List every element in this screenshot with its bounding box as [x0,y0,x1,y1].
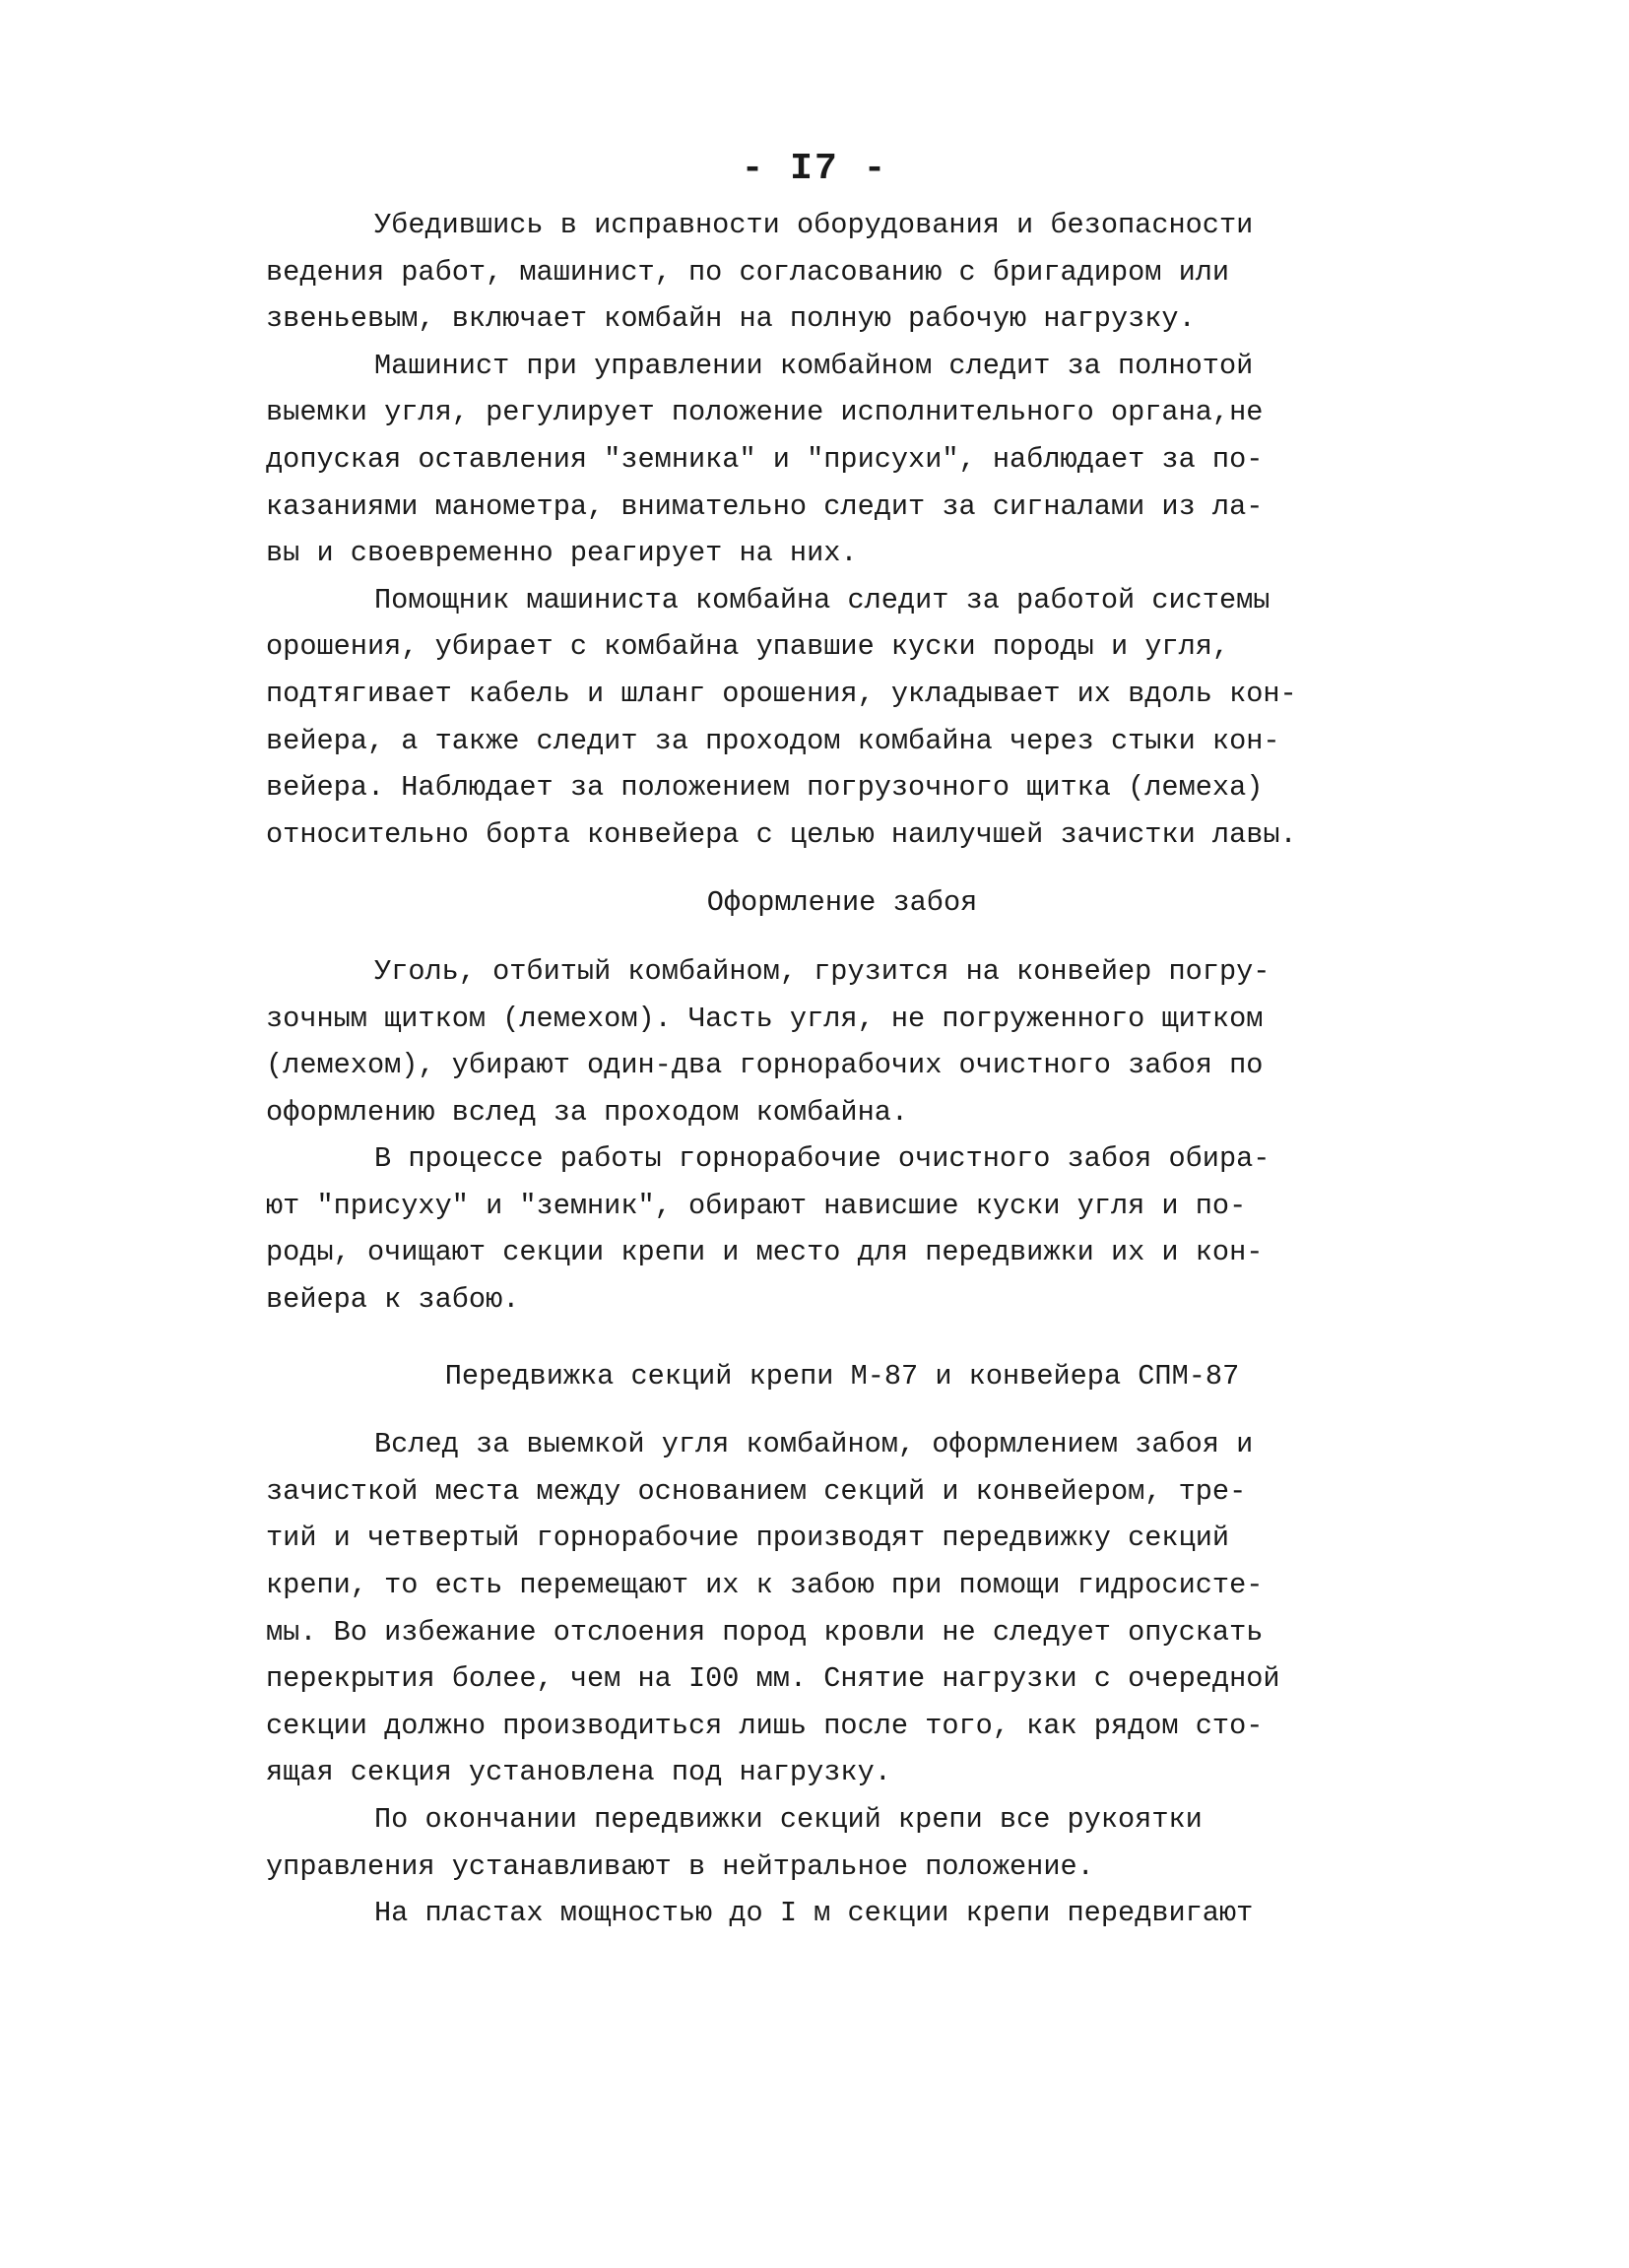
text-line: подтягивает кабель и шланг орошения, укладывает их вдоль кон- [266,677,1297,710]
text-line: По окончании передвижки секций крепи все рукоятки [374,1803,1203,1836]
page-number: - I7 - [741,148,888,190]
text-line: зачисткой места между основанием секций и конвейером, тре- [266,1474,1247,1508]
paragraph [266,1421,1418,1796]
text-line: ют "присуху" и "земник", обирают нависшие куски угля и по- [266,1189,1247,1222]
text-line: Уголь, отбитый комбайном, грузится на конвейер погру- [374,954,1271,988]
text-line: ящая секция установлена под нагрузку. [266,1756,891,1789]
section-heading: Передвижка секций крепи М-87 и конвейера СПМ-87 [444,1359,1240,1393]
text-line: перекрытия более, чем на I00 мм. Снятие нагрузки с очередной [266,1662,1280,1696]
text-line: орошения, убирает с комбайна упавшие куски породы и угля, [266,630,1230,664]
paragraph [266,1796,1418,1890]
text-line: зочным щитком (лемехом). Часть угля, не погруженного щитком [266,1002,1264,1035]
paragraph [266,948,1418,1135]
text-line: вы и своевременно реагирует на них. [266,537,858,570]
text-line: Убедившись в исправности оборудования и безопасности [374,209,1254,241]
text-line: Машинист при управлении комбайном следит за полнотой [374,349,1254,382]
paragraph [266,1135,1418,1323]
text-line: вейера к забою. [266,1283,520,1317]
text-line: ведения работ, машинист, по согласованию с бригадиром или [266,255,1230,289]
text-line: звеньевым, включает комбайн на полную рабочую нагрузку. [266,302,1196,336]
body-text [266,202,1418,1937]
text-line: мы. Во избежание отслоения пород кровли не следует опускать [266,1615,1264,1649]
section-heading: Оформление забоя [706,886,978,920]
text-line: управления устанавливают в нейтральное положение. [266,1849,1094,1883]
text-line: (лемехом), убирают один-два горнорабочих очистного забоя по [266,1049,1264,1082]
text-line: В процессе работы горнорабочие очистного забоя обира- [374,1142,1271,1176]
text-line: допуская оставления "земника" и "присухи", наблюдает за по- [266,442,1264,476]
text-line: тий и четвертый горнорабочие производят передвижку секций [266,1522,1230,1555]
text-line: Помощник машиниста комбайна следит за работой системы [374,583,1271,616]
text-line: выемки угля, регулирует положение исполнительного органа,не [266,396,1264,429]
text-line: На пластах мощностью до I м секции крепи передвигают [374,1897,1254,1930]
text-line: Вслед за выемкой угля комбайном, оформлением забоя и [374,1428,1254,1461]
paragraph [266,1890,1418,1937]
text-line: относительно борта конвейера с целью наилучшей зачистки лавы. [266,817,1297,851]
text-line: казаниями манометра, внимательно следит за сигналами из ла- [266,489,1264,523]
text-line: роды, очищают секции крепи и место для передвижки их и кон- [266,1236,1264,1269]
paragraph [266,343,1418,577]
text-line: секции должно производиться лишь после того, как рядом сто- [266,1709,1264,1742]
text-line: крепи, то есть перемещают их к забою при помощи гидросисте- [266,1569,1264,1602]
text-line: вейера. Наблюдает за положением погрузочного щитка (лемеха) [266,771,1264,805]
paragraph [266,577,1418,859]
paragraph [266,202,1418,343]
text-line: оформлению вслед за проходом комбайна. [266,1095,909,1129]
text-line: вейера, а также следит за проходом комбайна через стыки кон- [266,724,1280,757]
